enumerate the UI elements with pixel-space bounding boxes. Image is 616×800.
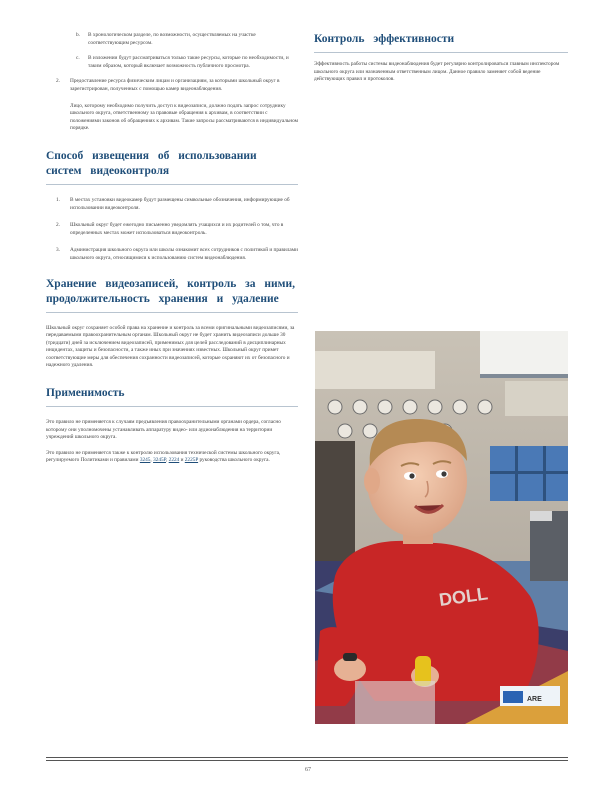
divider bbox=[46, 312, 298, 313]
section-storage bbox=[46, 277, 298, 371]
section-title: Применимость bbox=[46, 387, 125, 400]
conjunction: и bbox=[180, 457, 184, 464]
footer-rule bbox=[46, 757, 568, 758]
section-applicability bbox=[46, 386, 298, 465]
list-marker: 1. bbox=[56, 196, 60, 203]
paragraph-text: Это правило не применяется также к контролю использования технической системы школьного округа, регулируемого Политиками и правилами bbox=[46, 449, 281, 464]
paragraph: Это правило не применяется к случаям предъявления правоохранительными органами ордера, согласно которому они уполномочены устанавливать аппаратуру видео- или аудионаблюдения на территории учреждений школьного округа. bbox=[46, 419, 281, 441]
divider bbox=[314, 52, 568, 53]
paragraph: Лицо, которому необходимо получить доступ к видеозаписи, должно подать запрос сотруднику школьного округа, ответственному за правовые обращения к архивам, в соответствии с положениями законов об обращениях к архивам. Такие запросы рассматриваются в индивидуальном порядке. bbox=[70, 102, 299, 132]
list-item bbox=[46, 55, 298, 70]
title-line: Хранение видеозаписей, контроль за ними, bbox=[46, 277, 295, 290]
divider bbox=[46, 406, 298, 407]
list-marker: c. bbox=[76, 55, 80, 62]
list-item-text: Школьный округ будет ежегодно письменно уведомлять учащихся и их родителей о том, что в определенных местах может использоваться видеоконтроль. bbox=[70, 222, 284, 236]
list-item-text: Администрация школьного округа или школы ознакомит всех сотрудников с политикой и правилами школьного округа, относящимися к использованию систем видеонаблюдения. bbox=[70, 247, 298, 261]
list-item bbox=[46, 78, 298, 133]
shirt-graphic-text: DOLL bbox=[437, 583, 490, 610]
section-title bbox=[46, 149, 298, 181]
section-notification bbox=[46, 149, 298, 263]
classroom-photo bbox=[315, 331, 568, 724]
paragraph: Это правило не применяется также к контролю использования технической системы школьного округа, регулируемого Политиками и правилами 3245, 3245P, 2224 и 2225P руководства школьного округа. bbox=[46, 449, 281, 464]
title-line: Способ извещения об использовании bbox=[46, 149, 257, 162]
section-title bbox=[46, 277, 298, 309]
divider bbox=[46, 184, 298, 185]
boy-on-carpet-illustration bbox=[315, 331, 568, 724]
label-text: ARE bbox=[527, 696, 542, 703]
list-item-text: В изложении будут рассматриваться только такие ресурсы, которые по необходимости, и таким образом, который включает возможность публичного просмотра. bbox=[88, 55, 289, 69]
policy-link-3245p[interactable]: 3245P bbox=[153, 457, 167, 464]
title-line: продолжительность хранения и удаление bbox=[46, 292, 279, 305]
list-item-text: В хронологическом разделе, по возможности, осуществляемых на участке соответствующим ресурсом. bbox=[88, 32, 256, 46]
policy-link-2225p[interactable]: 2225P bbox=[184, 457, 199, 464]
list-item bbox=[46, 222, 298, 237]
list-item-text: В местах установки видеокамер будут размещены символьные обозначения, информирующие об использовании видеоконтроля. bbox=[70, 196, 290, 211]
right-column bbox=[314, 32, 568, 84]
policy-link-3245[interactable]: 3245 bbox=[139, 457, 151, 464]
list-item bbox=[46, 197, 298, 212]
list-item-text: Предоставление ресурса физическим лицам и организациям, за которыми школьный округ в зарегистрирован, полученных с помощью камер видеонаблюдения. bbox=[70, 78, 280, 92]
list-item bbox=[46, 247, 298, 262]
policy-link-2224[interactable]: 2224 bbox=[168, 457, 180, 464]
list-item bbox=[46, 32, 298, 47]
paragraph: Школьный округ сохраняет особой права на хранение и контроль за всеми оригинальными видеозаписями, за передаваемыми правоохранительным органам. Школьный округ не будет хранить видеозаписи дольше 30 (тридцати) дней за исключением видеозаписей, применимых для целей расследований в дисциплинарных инцидентах, защиты и безопасности, а также иных при значениях известных. Школьный округ примет соответствующие меры для обеспечения сохранности видеозаписей, которые охраняют их от безопасного и надежного удаления. bbox=[46, 324, 295, 369]
section-title: Контроль эффективности bbox=[314, 33, 455, 45]
footer-rule bbox=[46, 760, 568, 761]
list-marker: 3. bbox=[56, 247, 60, 254]
page-number: 67 bbox=[305, 767, 311, 773]
list-marker: 2. bbox=[56, 222, 60, 229]
paragraph: Эффективность работы системы видеонаблюдения будет регулярно контролироваться главным инспектором школьного округа или назначенным ответственным лицом. Данное правило заменяет собой ведение действующих правил и протоколов. bbox=[314, 61, 560, 83]
title-line: систем видеоконтроля bbox=[46, 164, 170, 177]
left-column bbox=[46, 32, 298, 465]
list-marker: 2. bbox=[56, 78, 60, 85]
list-marker: b. bbox=[76, 32, 80, 38]
paragraph-text: руководства школьного округа. bbox=[199, 457, 270, 464]
